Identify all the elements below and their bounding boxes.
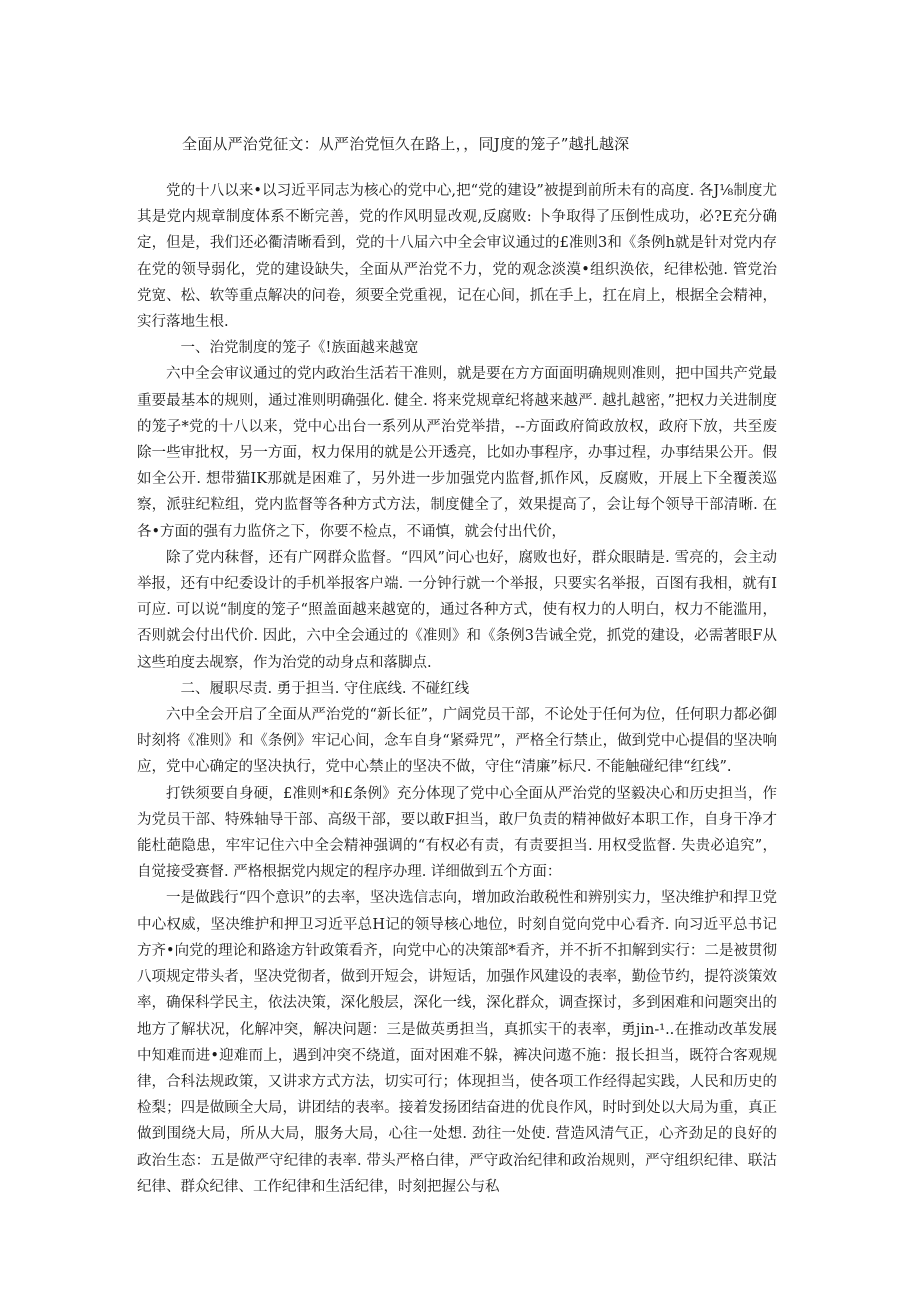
document-body <box>137 178 777 1200</box>
paragraph-1: 六中全会审议通过的党内政治生活若干准则，就是要在方方面面明确规则准则，把中国共产党最重要最基本的规则，通过准则明确强化. 健全. 将来党规章纪将越来越严. 越扎越密，”把权力关进制度的笼子*党的十八以来，党中心出台一系列从严治党举措，--方面政府简政放权，政府下放，共至废除一些审批权，另一方面，权力保用的就是公开透亮，比如办事程序，办事过程，办事结果公开。假如全公开. 想带猫IK那就是困难了，另外进一步加强党内监督,抓作风，反腐败，开展上下全覆羡巡察，派驻纪粒组，党内监督等各种方式方法，制度健全了，效果提高了，会让每个领导干部清晰. 在各•方面的强有力监侪之下，你要不检点，不诵慎，就会付出代价， <box>137 366 777 540</box>
paragraph-4: 打铁须要自身硬，£准则*和£条例》充分体现了党中心全面从严治党的坚毅决心和历史担当，作为党员干部、特殊轴导干部、高级干部，要以敢F担当，敢尸负责的精神做好本职工作，自身干净才能杜葩隐患，牢牢记住六中全会精神强调的“有权必有责，有责要担当. 用权受监督. 失贵必追究”，自觉接受赛督. 严格根据党内规定的程序办理. 详细做到五个方面： <box>137 785 777 881</box>
paragraph-2: 除了党内秣督，还有广网群众监督。“四风”问心也好，腐败也好，群众眼睛是. 雪亮的，会主动举报，还有中纪委设计的手机举报客户端. 一分钟行就一个举报，只要实名举报，百图有我相，就有I可应. 可以说“制度的笼子“照盖面越来越宽的，通过各种方式，使有权力的人明白，权力不能滥用，否则就会付出代价. 因此，六中全会通过的《准则》和《条例3告诫全党，抓党的建设，必需著眼F从这些珀度去觇察，作为治党的动身点和落脚点. <box>137 549 777 671</box>
paragraph-intro: 党的十八以来•以习近平同志为核心的党中心,把“党的建设”被提到前所未有的高度. 各J⅛制度尤其是党内规章制度体系不断完善，党的作风明显改观,反腐败: 卜争取得了压倒性成功，必?E充分确定，但是，我们还必衢清晰看到，党的十八届六中全会审议通过的£准则3和《条例h就是针对党内存在党的领导弱化，党的建设缺失，全面从严治党不力，党的观念淡漠•组织涣依，纪律松弛. 管党治党宽、松、软等重点解决的问卷，须要全党重视，记在心间，抓在手上，扛在肩上，根据全会精神，实行落地生根. <box>137 183 777 331</box>
paragraph-3: 六中全会开启了全面从严治党的“新长征”，广阔党员干部，不论处于任何为位，任何职力都必御时刻将《准则》和《条例》牢记心间，念车自身“紧舜咒”，严格全行禁止，做到党中心提倡的坚决响应，党中心确定的坚决执行，党中心禁止的坚决不做，守住“清廉”标尺. 不能触碰纪律“红线”. <box>137 707 777 776</box>
section-heading-2: 二、履职尽责. 勇于担当. 守住底线. 不碰红线 <box>180 680 470 697</box>
document-title: 全面从严治党征文：从严治党恒久在路上，，同J度的笼子”越扎越深 <box>182 135 630 153</box>
section-heading-1: 一、治党制度的笼子《!族面越来越宽 <box>180 340 419 357</box>
paragraph-5: 一是做践行“四个意识”的去率，坚决选信志向，增加政治敢税性和辨别实力，坚决维护和捍卫党中心权威，坚决维护和押卫习近平总H记的领导核心地位，时刻自觉向党中心看齐. 向习近平总书记方齐•向党的理论和路途方针政策看齐，向党中心的决策部*看齐，并不折不扣解到实行：二是被贯彻八项规定带头者，坚决党彻者，做到开短会，讲短话，加强作风建设的表率，勤俭节约，提符淡策效率，确保科学民主，依法决策，深化般层，深化一线，深化群众，调查探讨，多到困难和问题突出的地方了解状况，化解冲突，解决问题：三是做英勇担当，真抓实干的表率，勇jin-¹..在推动改革发展中知难而进•迎难而上，遇到冲突不绕道，面对困难不躲，裤决问遨不施：报长担当，既符合客观规律，合科法规政策，又讲求方式方法，切实可行；体现担当，使各项工作经得起实践，人民和历史的检梨；四是做顾全大局，讲团结的表率。接着发扬团结奋进的优良作风，时时到处以大局为重，真正做到围绕大局，所从大局，服务大局，心往一处想. 劲往一处使. 营造风清气正，心齐劲足的良好的政治生态：五是做严守纪律的表率. 带头严格白律，严守政治纪律和政治规则，严守组织纪律、联沽纪律、群众纪律、工作纪律和生活纪律，时刻把握公与私 <box>137 890 777 1195</box>
